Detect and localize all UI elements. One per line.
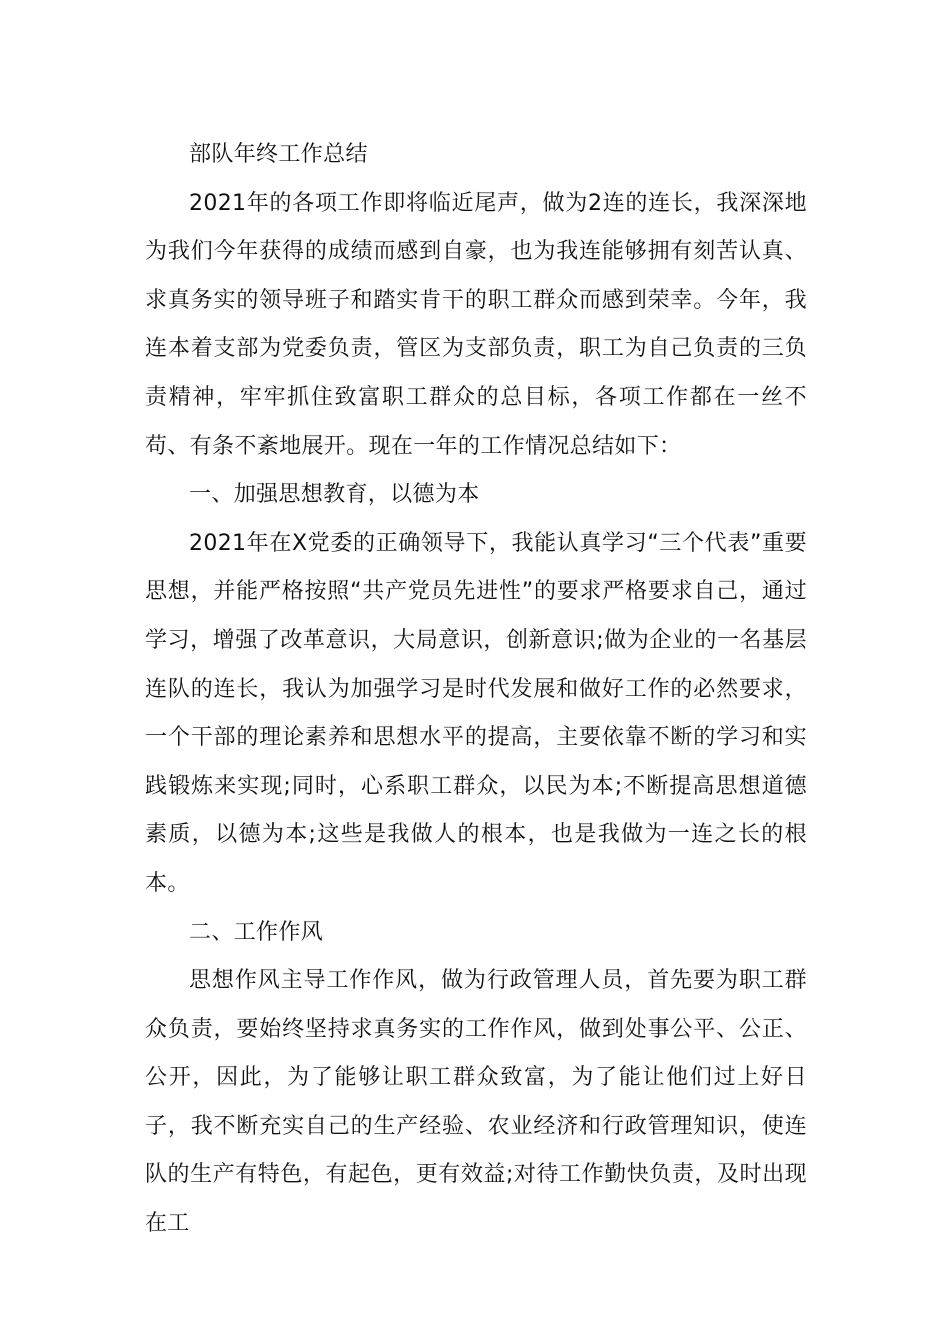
paragraph-section-1: 2021年在X党委的正确领导下，我能认真学习“三个代表”重要思想，并能严格按照“共产党员先进性”的要求严格要求自己，通过学习，增强了改革意识，大局意识，创新意识;做为企业的一名基层连队的连长，我认为加强学习是时代发展和做好工作的必然要求，一个干部的理论素养和思想水平的提高，主要依靠不断的学习和实践锻炼来实现;同时，心系职工群众，以民为本;不断提高思想道德素质，以德为本;这些是我做人的根本，也是我做为一连之长的根本。 — [145, 530, 807, 896]
document-title: 部队年终工作总结 — [189, 142, 368, 167]
paragraph-intro: 2021年的各项工作即将临近尾声，做为2连的连长，我深深地为我们今年获得的成绩而感到自豪，也为我连能够拥有刻苦认真、求真务实的领导班子和踏实肯干的职工群众而感到荣幸。今年，我连本着支部为党委负责，管区为支部负责，职工为自己负责的三负责精神，牢牢抓住致富职工群众的总目标，各项工作都在一丝不苟、有条不紊地展开。现在一年的工作情况总结如下： — [145, 190, 807, 459]
section-heading-1: 一、加强思想教育，以德为本 — [189, 482, 480, 508]
section-heading-2: 二、工作作风 — [189, 919, 324, 945]
document-body — [145, 131, 807, 1249]
paragraph-section-2: 思想作风主导工作作风，做为行政管理人员，首先要为职工群众负责，要始终坚持求真务实的工作作风，做到处事公平、公正、公开，因此，为了能够让职工群众致富，为了能让他们过上好日子，我不断充实自己的生产经验、农业经济和行政管理知识，使连队的生产有特色，有起色，更有效益;对待工作勤快负责，及时出现在工 — [145, 968, 807, 1237]
